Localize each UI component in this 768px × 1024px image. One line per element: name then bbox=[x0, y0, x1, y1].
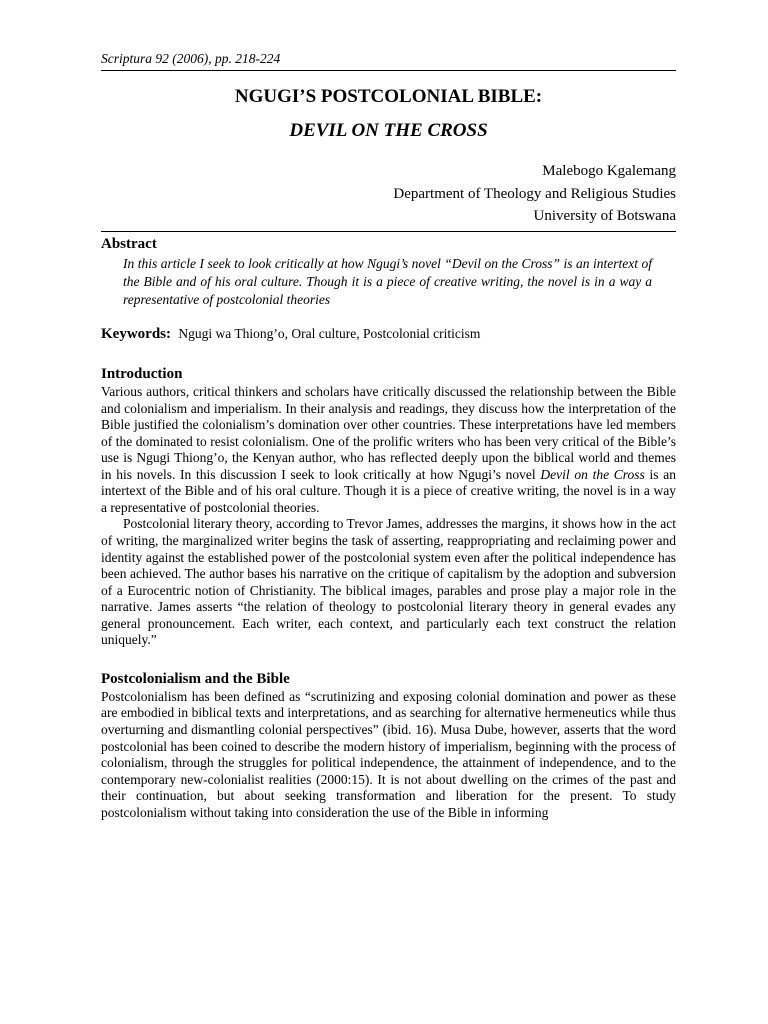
keywords-label: Keywords: bbox=[101, 326, 171, 343]
keywords-value: Ngugi wa Thiong’o, Oral culture, Postcolonial criticism bbox=[178, 326, 481, 342]
introduction-heading: Introduction bbox=[101, 366, 183, 383]
introduction-paragraph-1 bbox=[101, 384, 676, 516]
keywords bbox=[101, 324, 676, 344]
author-university: University of Botswana bbox=[533, 208, 676, 224]
abstract-heading: Abstract bbox=[101, 235, 157, 252]
article-title: NGUGI’S POSTCOLONIAL BIBLE: bbox=[234, 86, 543, 107]
running-header: Scriptura 92 (2006), pp. 218-224 bbox=[101, 50, 676, 71]
postcolonialism-paragraph-1: Postcolonialism has been defined as “scrutinizing and exposing colonial domination and power as these are embodied in biblical texts and interpretations, and as searching for alternative hermeneutics while thus overturning and dismantling colonial perspectives” (ibid. 16). Musa Dube, however, asserts that the word postcolonial has been coined to describe the modern history of imperialism, beginning with the process of colonialism, through the struggles for political independence, the attainment of independence, and to the contemporary new-colonialist realities (2000:15). It is not about dwelling on the crimes of the past and their continuation, but about seeking transformation and liberation for the present. To study postcolonialism without taking into consideration the use of the Bible in informing bbox=[101, 688, 676, 820]
article-subtitle: DEVIL ON THE CROSS bbox=[289, 120, 488, 141]
author-block bbox=[101, 160, 676, 232]
author-name: Malebogo Kgalemang bbox=[542, 163, 676, 179]
article-page bbox=[101, 50, 676, 821]
intro-p1-novel-title: Devil on the Cross bbox=[540, 466, 645, 482]
author-department: Department of Theology and Religious Studies bbox=[393, 185, 676, 202]
intro-p1-text-end: is an intertext of the Bible and of his oral culture. Though it is a piece of creative writing, the novel is in a way a representative of postcolonial theories. bbox=[101, 466, 676, 515]
abstract-text: In this article I seek to look critically at how Ngugi’s novel “Devil on the Cross” is an intertext of the Bible and of his oral culture. Though it is a piece of creative writing, the novel is in a way a representative of postcolonial theories bbox=[123, 255, 652, 307]
introduction-paragraph-2: Postcolonial literary theory, according to Trevor James, addresses the margins, it shows how in the act of writing, the marginalized writer begins the task of asserting, reappropriating and reclaiming power and identity against the established power of the postcolonial system even after the political independence has been achieved. The author bases his narrative on the critique of capitalism by the adoption and subversion of a Eurocentric notion of Christianity. The biblical images, parables and prose play a major role in the narrative. James asserts “the relation of theology to postcolonial literary theory in general evades any general pronouncement. Each writer, each context, and particularly each text construct the relation uniquely.” bbox=[101, 516, 676, 648]
intro-p1-text: Various authors, critical thinkers and scholars have critically discussed the relationship between the Bible and colonialism and imperialism. In their analysis and readings, they discuss how the interpretation of the Bible justified the colonialism’s domination over other countries. These interpretations have led members of the dominated to resist colonialism. One of the prolific writers who has been very critical of the Bible’s use is Ngugi Thiong’o, the Kenyan author, who has reflected deeply upon the biblical world and themes in his novels. In this discussion I seek to look critically at how Ngugi’s novel bbox=[101, 384, 676, 482]
postcolonialism-heading: Postcolonialism and the Bible bbox=[101, 670, 290, 687]
